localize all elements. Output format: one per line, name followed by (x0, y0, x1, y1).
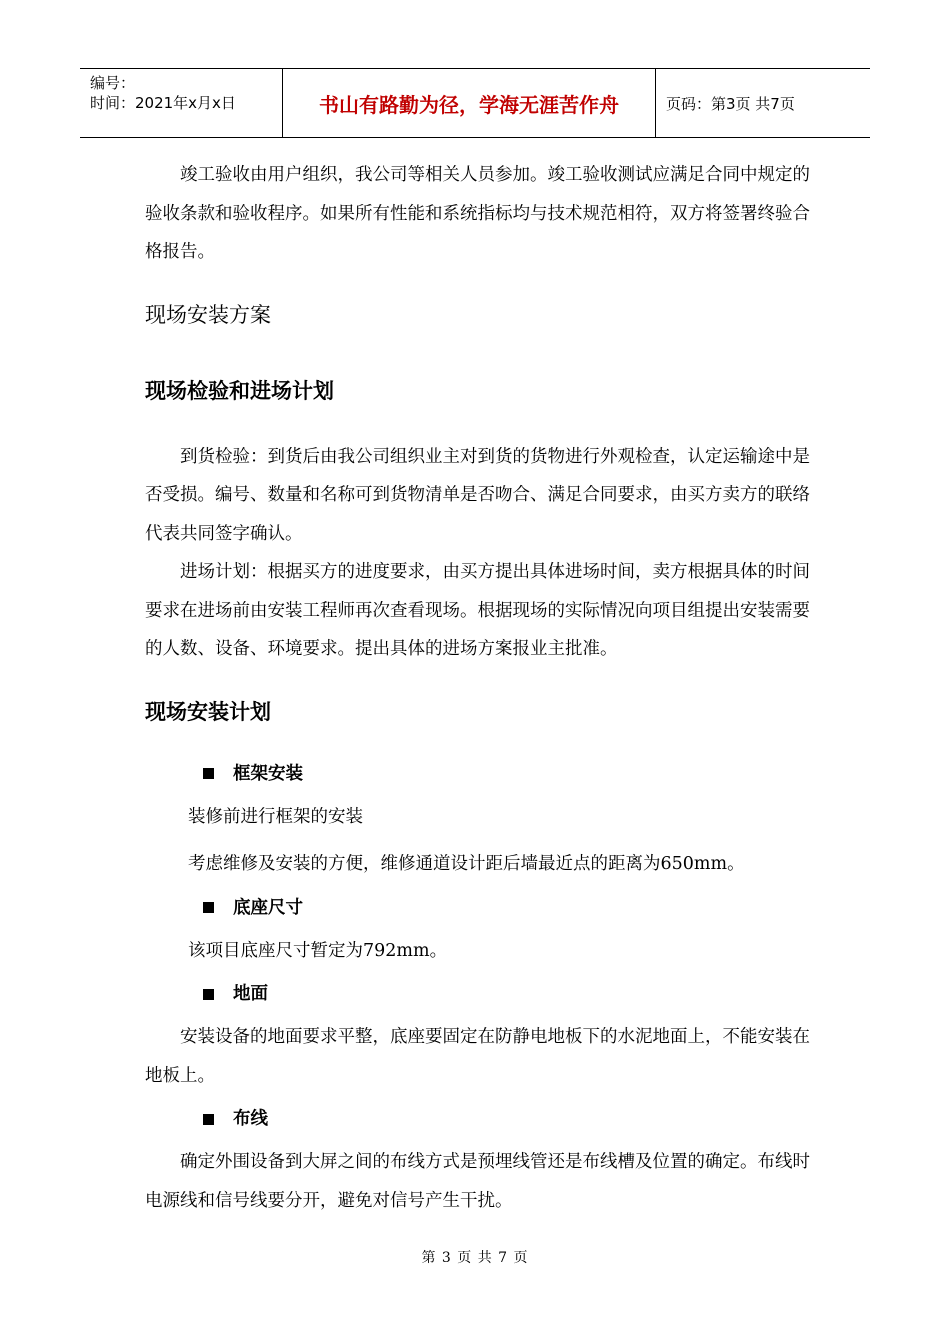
bullet-wiring (145, 1104, 815, 1134)
header-page-info: 页码：第3页 共7页 (666, 94, 795, 113)
wiring-paragraph: 确定外围设备到大屏之间的布线方式是预埋线管还是布线槽及位置的确定。布线时电源线和信号线要分开，避免对信号产生干扰。 (145, 1152, 810, 1211)
bullet-floor-label: 地面 (233, 984, 268, 1004)
bullet-frame (145, 759, 815, 789)
bullet-wiring-label: 布线 (233, 1109, 268, 1129)
page-footer: 第 3 页 共 7 页 (421, 1250, 529, 1266)
square-bullet-icon (203, 768, 214, 779)
doc-number-label: 编号： (90, 74, 136, 92)
section-heading-inspection: 现场检验和进场计划 (145, 378, 334, 403)
header-table (80, 68, 870, 138)
document-body (145, 156, 815, 1220)
floor-paragraph: 安装设备的地面要求平整，底座要固定在防静电地板下的水泥地面上，不能安装在地板上。 (145, 1027, 810, 1086)
frame-paragraph-1: 装修前进行框架的安装 (188, 806, 363, 827)
frame-paragraph-2: 考虑维修及安装的方便，维修通道设计距后墙最近点的距离为650mm。 (188, 854, 745, 874)
doc-date-label: 时间：2021年x月x日 (90, 94, 236, 112)
section-heading-install-plan: 现场安装方案 (145, 302, 271, 327)
bullet-frame-label: 框架安装 (233, 763, 303, 784)
section-heading-site-install: 现场安装计划 (145, 699, 271, 724)
entry-plan-paragraph: 进场计划：根据买方的进度要求，由买方提出具体进场时间，卖方根据具体的时间要求在进场前由安装工程师再次查看现场。根据现场的实际情况向项目组提出安装需要的人数、设备、环境要求。提出具体的进场方案报业主批准。 (145, 562, 810, 659)
base-paragraph: 该项目底座尺寸暂定为792mm。 (188, 940, 448, 961)
arrival-inspection-paragraph: 到货检验：到货后由我公司组织业主对到货的货物进行外观检查，认定运输途中是否受损。编号、数量和名称可到货物清单是否吻合、满足合同要求，由买方卖方的联络代表共同签字确认。 (145, 446, 810, 544)
square-bullet-icon (203, 989, 214, 1000)
bullet-base (145, 893, 815, 923)
bullet-floor (145, 979, 815, 1009)
header-meta-cell (80, 69, 282, 137)
acceptance-paragraph: 竣工验收由用户组织，我公司等相关人员参加。竣工验收测试应满足合同中规定的验收条款和验收程序。如果所有性能和系统指标均与技术规范相符，双方将签署终验合格报告。 (145, 165, 810, 262)
header-motto: 书山有路勤为径，学海无涯苦作舟 (282, 69, 656, 137)
bullet-base-label: 底座尺寸 (233, 897, 303, 918)
square-bullet-icon (203, 1114, 214, 1125)
square-bullet-icon (203, 902, 214, 913)
